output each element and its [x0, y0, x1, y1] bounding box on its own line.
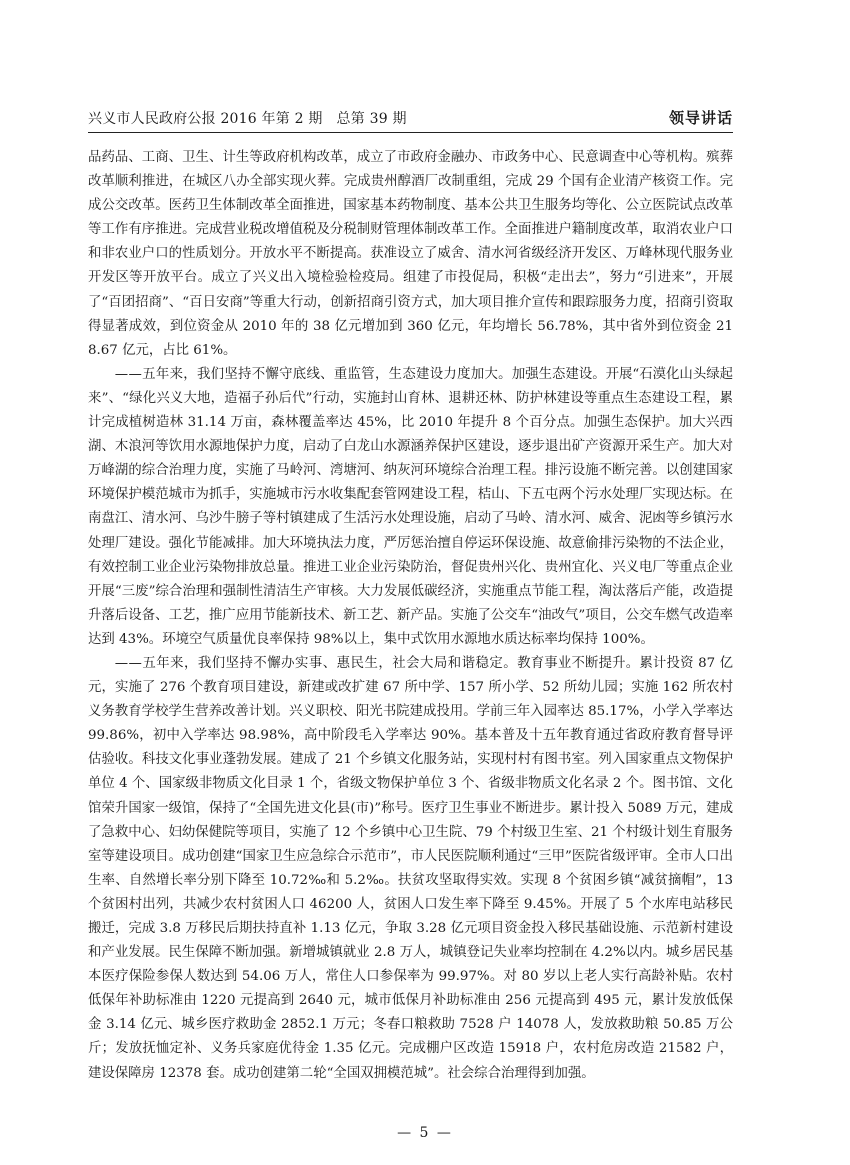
paragraph-text: 品药品、工商、卫生、计生等政府机构改革，成立了市政府金融办、市政务中心、民意调查中心等机构。殡葬改革顺利推进，在城区八办全部实现火葬。完成贵州醇酒厂改制重组，完成 29 个国有企业清产核资工作。完成公交改革。医药卫生体制改革全面推进，国家基本药物制度、基本公共卫生服务均等化、公立医院试点改革等工作有序推进。完成营业税改增值税及分税制财管理体制改革工作。全面推进户籍制度改革，取消农业户口和非农业户口的性质划分。开放水平不断提高。获准设立了威舍、清水河省级经济开发区、万峰林现代服务业开发区等开放平台。成立了兴义出入境检验检疫局。组建了市投促局，积极“走出去”，努力“引进来”，开展了“百团招商”、“百日安商”等重大行动，创新招商引资方式，加大项目推介宣传和跟踪服务力度，招商引资取得显著成效，到位资金从 2010 年的 38 亿元增加到 360 亿元，年均增长 56.78%，其中省外到位资金 218.67 亿元，占比 61%。 [88, 150, 733, 358]
publication-title: 兴义市人民政府公报 2016 年第 2 期 [88, 111, 323, 127]
issue-total: 总第 39 期 [336, 111, 407, 127]
article-body [88, 146, 733, 1086]
paragraph-lead: ——五年来，我们坚持不懈守底线、重监管，生态建设力度加大。 [114, 366, 512, 382]
paragraph-text: 加强生态建设。开展“石漠化山头绿起来”、“绿化兴义大地，造福子孙后代”行动，实施封山育林、退耕还林、防护林建设等重点生态建设工程，累计完成植树造林 31.14 万亩，森林覆盖率达 45%，比 2010 年提升 8 个百分点。加强生态保护。加大兴西湖、木浪河等饮用水源地保护力度，启动了白龙山水源涵养保护区建设，逐步退出矿产资源开采生产。加大对万峰湖的综合治理力度，实施了马岭河、湾塘河、纳灰河环境综合治理工程。排污设施不断完善。以创建国家环境保护模范城市为抓手，实施城市污水收集配套管网建设工程，桔山、下五屯两个污水处理厂实现达标。在南盘江、清水河、乌沙牛膀子等村镇建成了生活污水处理设施，启动了马岭、清水河、威舍、泥凼等乡镇污水处理厂建设。强化节能减排。加大环境执法力度，严厉惩治擅自停运环保设施、故意偷排污染物的不法企业，有效控制工业企业污染物排放总量。推进工业企业污染防治，督促贵州兴化、贵州宜化、兴义电厂等重点企业开展“三废”综合治理和强制性清洁生产审核。大力发展低碳经济，实施重点节能工程，淘汰落后产能，改造提升落后设备、工艺，推广应用节能新技术、新工艺、新产品。实施了公交车“油改气”项目，公交车燃气改造率达到 43%。环境空气质量优良率保持 98%以上，集中式饮用水源地水质达标率均保持 100%。 [88, 366, 733, 647]
paragraph-text: 教育事业不断提升。累计投资 87 亿元，实施了 276 个教育项目建设，新建或改扩建 67 所中学、157 所小学、52 所幼儿园；实施 162 所农村义务教育学校学生营养改善计划。兴义职校、阳光书院建成投用。学前三年入园率达 85.17%，小学入学率达 99.86%，初中入学率达 98.98%，高中阶段毛入学率达 90%。基本普及十五年教育通过省政府教育督导评估验收。科技文化事业蓬勃发展。建成了 21 个乡镇文化服务站，实现村村有图书室。列入国家重点文物保护单位 4 个、国家级非物质文化目录 1 个，省级文物保护单位 3 个、省级非物质文化名录 2 个。图书馆、文化馆荣升国家一级馆，保持了“全国先进文化县(市)”称号。医疗卫生事业不断进步。累计投入 5089 万元，建成了急救中心、妇幼保健院等项目，实施了 12 个乡镇中心卫生院、79 个村级卫生室、21 个村级计划生育服务室等建设项目。成功创建“国家卫生应急综合示范市”，市人民医院顺利通过“三甲”医院省级评审。全市人口出生率、自然增长率分别下降至 10.72‰和 5.2‰。扶贫攻坚取得实效。实现 8 个贫困乡镇“减贫摘帽”，13 个贫困村出列，共减少农村贫困人口 46200 人，贫困人口发生率下降至 9.45%。开展了 5 个水库电站移民搬迁，完成 3.8 万移民后期扶持直补 1.13 亿元，争取 3.28 亿元项目资金投入移民基础设施、示范新村建设和产业发展。民生保障不断加强。新增城镇就业 2.8 万人，城镇登记失业率均控制在 4.2%以内。城乡居民基本医疗保险参保人数达到 54.06 万人，常住人口参保率为 99.97%。对 80 岁以上老人实行高龄补贴。农村低保年补助标准由 1220 元提高到 2640 元，城市低保月补助标准由 256 元提高到 495 元，累计发放低保金 3.14 亿元、城乡医疗救助金 2852.1 万元；冬春口粮救助 7528 户 14078 人，发放救助粮 50.85 万公斤；发放抚恤定补、义务兵家庭优待金 1.35 亿元。完成棚户区改造 15918 户，农村危房改造 21582 户，建设保障房 12378 套。成功创建第二轮“全国双拥模范城”。社会综合治理得到加强。 [88, 655, 733, 1081]
paragraph [88, 146, 733, 363]
paragraph [88, 363, 733, 652]
paragraph-lead: ——五年来，我们坚持不懈办实事、惠民生，社会大局和谐稳定。 [114, 655, 518, 671]
section-title: 领导讲话 [668, 109, 733, 127]
page-number: — 5 — [397, 1125, 453, 1141]
running-header [88, 104, 733, 133]
header-publication-info [88, 108, 407, 128]
paragraph [88, 652, 733, 1086]
